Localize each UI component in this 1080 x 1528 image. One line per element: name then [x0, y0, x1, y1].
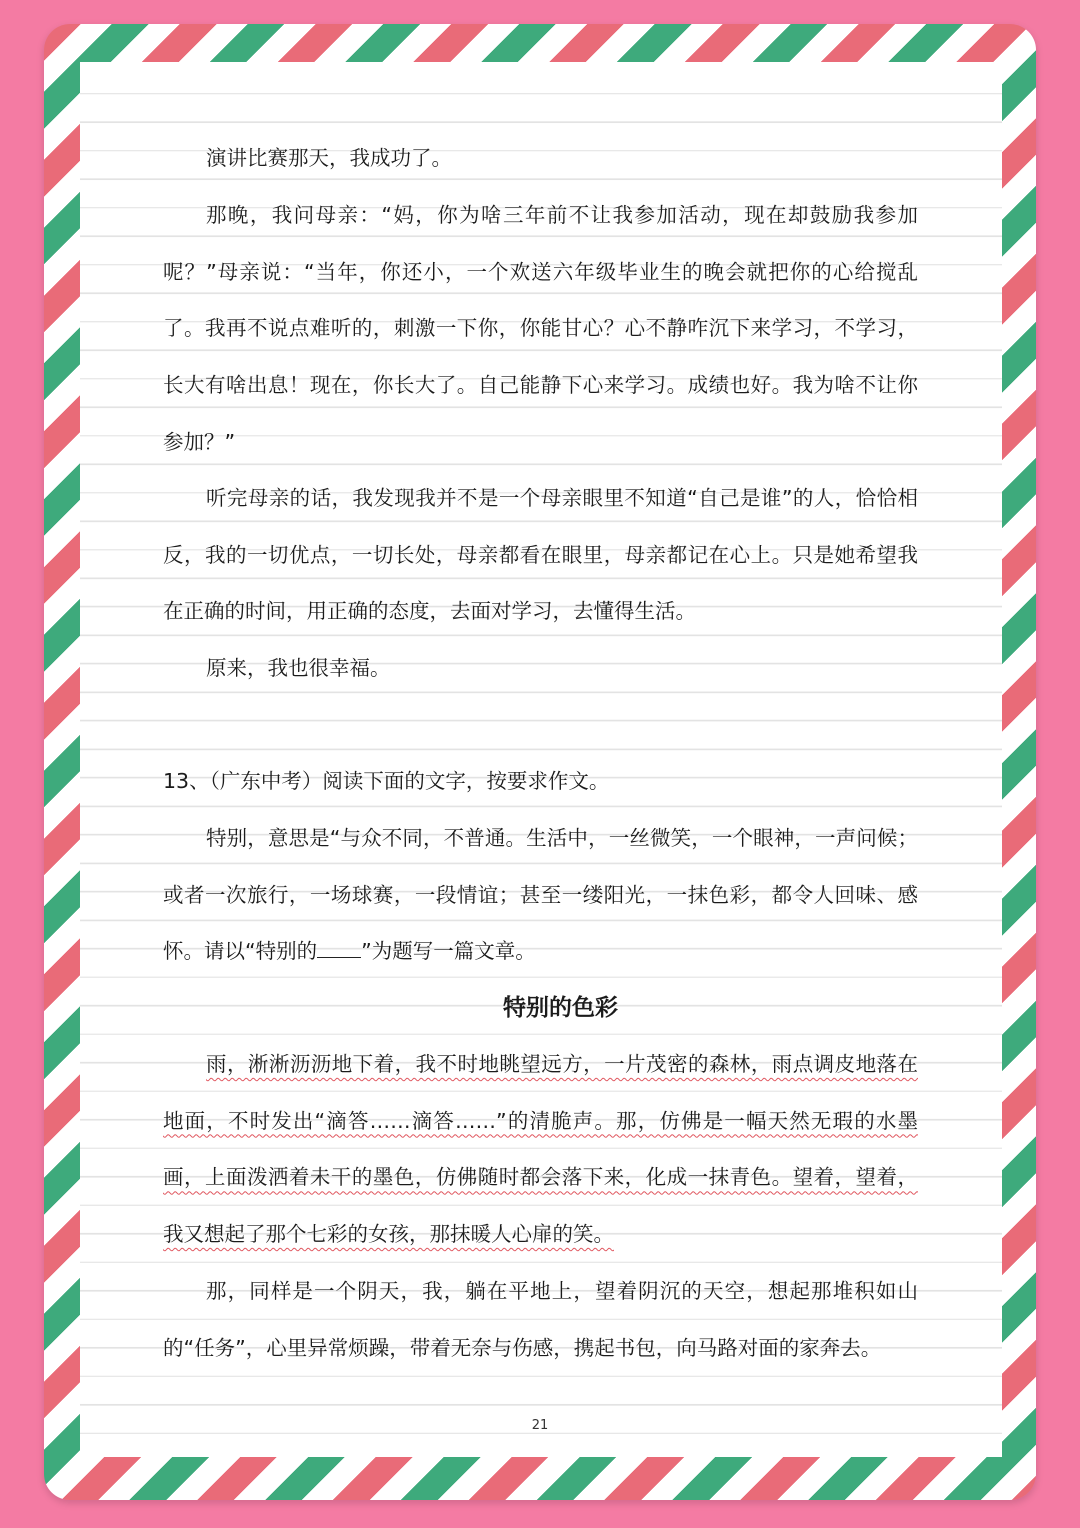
essay-title: 特别的色彩	[503, 995, 618, 1021]
question-number: 13、	[163, 769, 210, 793]
wavy-underlined-text: 雨，淅淅沥沥地下着，我不时地眺望远方，一片茂密的森林，雨点调皮地落在地面，不时发出“滴答……滴答……”的清脆声。那，仿佛是一幅天然无瑕的水墨画，上面泼洒着未干的墨色，仿佛随时都会落下来，化成一抹青色。望着，望着，我又想起了那个七彩的女孩，那抹暖人心扉的笑。	[163, 1052, 918, 1247]
paragraph-happiness: 原来，我也很幸福。	[206, 656, 391, 680]
paragraph-realization: 听完母亲的话，我发现我并不是一个母亲眼里不知道“自己是谁”的人，恰恰相反，我的一切优点，一切长处，母亲都看在眼里，母亲都记在心上。只是她希望我在正确的时间，用正确的态度，去面对学习，去懂得生活。	[163, 486, 918, 624]
essay-paragraph-2: 那，同样是一个阴天，我，躺在平地上，望着阴沉的天空，想起那堆积如山的“任务”，心里异常烦躁，带着无奈与伤感，携起书包，向马路对面的家奔去。	[163, 1279, 918, 1360]
paragraph-speech-success: 演讲比赛那天，我成功了。	[206, 146, 452, 170]
question-source: （广东中考）阅读下面的文字，按要求作文。	[209, 769, 610, 793]
question-prompt	[163, 810, 918, 980]
prompt-text-a: 特别，意思是“与众不同，不普通。生活中，一丝微笑，一个眼神，一声问候；或者一次旅行，一场球赛，一段情谊；甚至一缕阳光，一抹色彩，都令人回味、感怀。请以“特别的	[163, 826, 918, 964]
paragraph-mother-dialogue: 那晚，我问母亲：“妈，你为啥三年前不让我参加活动，现在却鼓励我参加呢？”母亲说：“当年，你还小，一个欢送六年级毕业生的晚会就把你的心给搅乱了。我再不说点难听的，刺激一下你，你能甘心？心不静咋沉下来学习，不学习，长大有啥出息！现在，你长大了。自己能静下心来学习。成绩也好。我为啥不让你参加？”	[163, 203, 918, 454]
essay-paragraph-1	[163, 1036, 918, 1263]
page-number: 21	[531, 1418, 549, 1433]
fill-blank-line	[317, 939, 361, 958]
prompt-text-b: ”为题写一篇文章。	[361, 939, 536, 964]
question-header	[163, 753, 918, 810]
